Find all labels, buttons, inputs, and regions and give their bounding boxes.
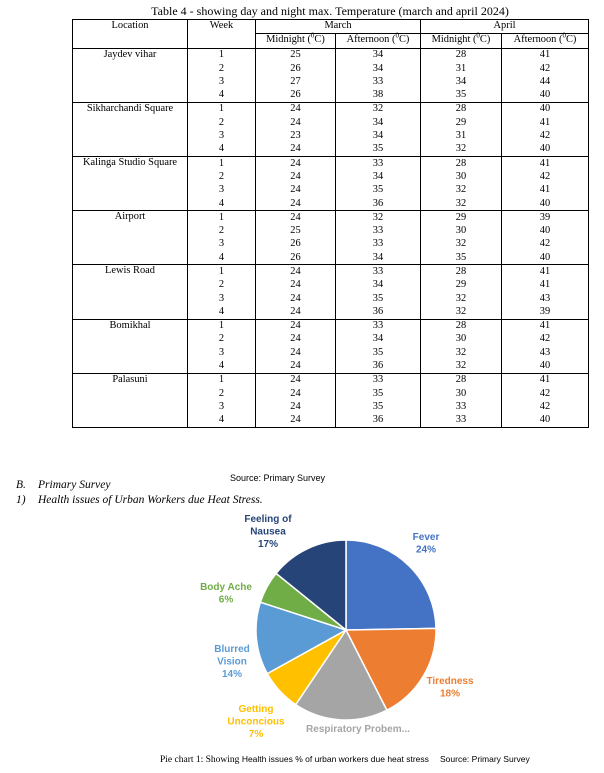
- pie-label: Blurred Vision 14%: [214, 644, 250, 680]
- april-afternoon-cell: 40: [502, 88, 589, 102]
- april-midnight-cell: 30: [421, 333, 502, 346]
- april-midnight-cell: 28: [421, 373, 502, 387]
- location-cell: Jaydev vihar: [73, 48, 188, 102]
- week-cell: 1: [188, 265, 256, 279]
- april-midnight-cell: 32: [421, 346, 502, 359]
- april-afternoon-cell: 40: [502, 197, 589, 211]
- header-location: Location: [73, 20, 188, 49]
- table-row: [73, 156, 589, 170]
- pie-label: Tiredness 18%: [426, 676, 474, 700]
- march-midnight-cell: 24: [256, 414, 336, 428]
- march-midnight-cell: 27: [256, 75, 336, 88]
- header-march-afternoon: Afternoon ($^0$C): [336, 34, 421, 48]
- week-cell: 1: [188, 373, 256, 387]
- april-midnight-cell: 35: [421, 88, 502, 102]
- april-midnight-cell: 34: [421, 75, 502, 88]
- march-afternoon-cell: 33: [336, 373, 421, 387]
- march-midnight-cell: 26: [256, 238, 336, 251]
- week-cell: 4: [188, 414, 256, 428]
- april-afternoon-cell: 39: [502, 211, 589, 225]
- health-issues-pie-chart: [150, 506, 474, 746]
- march-midnight-cell: 24: [256, 346, 336, 359]
- week-cell: 2: [188, 387, 256, 400]
- april-afternoon-cell: 41: [502, 373, 589, 387]
- april-afternoon-cell: 41: [502, 319, 589, 333]
- table-row: [73, 211, 589, 225]
- week-cell: 4: [188, 88, 256, 102]
- march-midnight-cell: 24: [256, 184, 336, 197]
- april-afternoon-cell: 42: [502, 400, 589, 413]
- subsection-heading: Health issues of Urban Workers due Heat Stress.: [38, 494, 263, 506]
- april-midnight-cell: 29: [421, 279, 502, 292]
- march-midnight-cell: 25: [256, 224, 336, 237]
- april-afternoon-cell: 40: [502, 414, 589, 428]
- march-afternoon-cell: 33: [336, 238, 421, 251]
- pie-caption: Pie chart 1: Showing Health issues % of urban workers due heat stress: [160, 754, 429, 765]
- march-afternoon-cell: 33: [336, 224, 421, 237]
- march-midnight-cell: 24: [256, 170, 336, 183]
- march-afternoon-cell: 35: [336, 387, 421, 400]
- march-midnight-cell: 24: [256, 156, 336, 170]
- march-afternoon-cell: 36: [336, 414, 421, 428]
- march-midnight-cell: 25: [256, 48, 336, 62]
- april-midnight-cell: 33: [421, 400, 502, 413]
- location-cell: Kalinga Studio Square: [73, 156, 188, 210]
- week-cell: 1: [188, 319, 256, 333]
- week-cell: 2: [188, 279, 256, 292]
- march-afternoon-cell: 34: [336, 170, 421, 183]
- week-cell: 2: [188, 170, 256, 183]
- week-cell: 1: [188, 211, 256, 225]
- week-cell: 3: [188, 184, 256, 197]
- april-midnight-cell: 28: [421, 156, 502, 170]
- location-cell: Lewis Road: [73, 265, 188, 319]
- march-afternoon-cell: 35: [336, 184, 421, 197]
- table-row: [73, 48, 589, 62]
- march-afternoon-cell: 34: [336, 129, 421, 142]
- april-afternoon-cell: 43: [502, 346, 589, 359]
- april-afternoon-cell: 41: [502, 116, 589, 129]
- april-midnight-cell: 30: [421, 387, 502, 400]
- table-row: [73, 373, 589, 387]
- march-afternoon-cell: 35: [336, 143, 421, 157]
- week-cell: 3: [188, 292, 256, 305]
- march-afternoon-cell: 36: [336, 305, 421, 319]
- april-midnight-cell: 32: [421, 292, 502, 305]
- march-afternoon-cell: 33: [336, 265, 421, 279]
- april-midnight-cell: 32: [421, 238, 502, 251]
- march-midnight-cell: 26: [256, 251, 336, 265]
- march-midnight-cell: 24: [256, 400, 336, 413]
- march-afternoon-cell: 36: [336, 197, 421, 211]
- april-afternoon-cell: 41: [502, 184, 589, 197]
- week-cell: 4: [188, 143, 256, 157]
- march-afternoon-cell: 34: [336, 279, 421, 292]
- march-afternoon-cell: 35: [336, 292, 421, 305]
- march-afternoon-cell: 34: [336, 333, 421, 346]
- week-cell: 3: [188, 238, 256, 251]
- pie-label: Getting Unconcious 7%: [227, 704, 285, 740]
- march-afternoon-cell: 32: [336, 211, 421, 225]
- march-afternoon-cell: 33: [336, 75, 421, 88]
- april-afternoon-cell: 41: [502, 265, 589, 279]
- april-midnight-cell: 28: [421, 102, 502, 116]
- april-afternoon-cell: 44: [502, 75, 589, 88]
- march-afternoon-cell: 36: [336, 359, 421, 373]
- april-midnight-cell: 29: [421, 116, 502, 129]
- march-midnight-cell: 26: [256, 88, 336, 102]
- april-afternoon-cell: 42: [502, 170, 589, 183]
- april-midnight-cell: 33: [421, 414, 502, 428]
- march-afternoon-cell: 38: [336, 88, 421, 102]
- april-midnight-cell: 32: [421, 305, 502, 319]
- week-cell: 2: [188, 333, 256, 346]
- march-midnight-cell: 24: [256, 279, 336, 292]
- march-midnight-cell: 24: [256, 373, 336, 387]
- temperature-table: [72, 19, 589, 428]
- march-midnight-cell: 24: [256, 319, 336, 333]
- march-afternoon-cell: 35: [336, 400, 421, 413]
- march-midnight-cell: 24: [256, 333, 336, 346]
- march-afternoon-cell: 34: [336, 116, 421, 129]
- pie-label: Feeling of Nausea 17%: [244, 514, 292, 550]
- april-midnight-cell: 32: [421, 197, 502, 211]
- april-afternoon-cell: 41: [502, 156, 589, 170]
- april-midnight-cell: 31: [421, 129, 502, 142]
- march-afternoon-cell: 33: [336, 319, 421, 333]
- week-cell: 3: [188, 346, 256, 359]
- march-midnight-cell: 24: [256, 305, 336, 319]
- april-afternoon-cell: 42: [502, 333, 589, 346]
- april-midnight-cell: 31: [421, 62, 502, 75]
- header-week: Week: [188, 20, 256, 49]
- april-midnight-cell: 32: [421, 359, 502, 373]
- march-midnight-cell: 26: [256, 62, 336, 75]
- week-cell: 3: [188, 129, 256, 142]
- pie-label: Fever 24%: [412, 532, 440, 556]
- march-midnight-cell: 24: [256, 211, 336, 225]
- april-midnight-cell: 28: [421, 319, 502, 333]
- week-cell: 2: [188, 62, 256, 75]
- location-cell: Bomikhal: [73, 319, 188, 373]
- week-cell: 4: [188, 251, 256, 265]
- table-row: [73, 265, 589, 279]
- march-midnight-cell: 24: [256, 292, 336, 305]
- section-heading: Primary Survey: [38, 479, 111, 491]
- march-midnight-cell: 24: [256, 387, 336, 400]
- week-cell: 1: [188, 156, 256, 170]
- april-midnight-cell: 35: [421, 251, 502, 265]
- march-afternoon-cell: 34: [336, 251, 421, 265]
- subsection-number: 1): [16, 494, 26, 506]
- march-afternoon-cell: 34: [336, 62, 421, 75]
- header-march: March: [256, 20, 421, 34]
- april-afternoon-cell: 42: [502, 238, 589, 251]
- table-row: [73, 319, 589, 333]
- april-midnight-cell: 30: [421, 224, 502, 237]
- april-midnight-cell: 28: [421, 48, 502, 62]
- april-afternoon-cell: 42: [502, 387, 589, 400]
- march-afternoon-cell: 33: [336, 156, 421, 170]
- april-midnight-cell: 32: [421, 143, 502, 157]
- week-cell: 1: [188, 48, 256, 62]
- april-afternoon-cell: 40: [502, 251, 589, 265]
- april-midnight-cell: 28: [421, 265, 502, 279]
- header-april: April: [421, 20, 589, 34]
- april-afternoon-cell: 40: [502, 359, 589, 373]
- march-afternoon-cell: 34: [336, 48, 421, 62]
- week-cell: 4: [188, 359, 256, 373]
- week-cell: 4: [188, 197, 256, 211]
- march-midnight-cell: 24: [256, 265, 336, 279]
- march-midnight-cell: 24: [256, 359, 336, 373]
- march-midnight-cell: 24: [256, 143, 336, 157]
- march-midnight-cell: 23: [256, 129, 336, 142]
- april-afternoon-cell: 40: [502, 224, 589, 237]
- march-midnight-cell: 24: [256, 197, 336, 211]
- location-cell: Palasuni: [73, 373, 188, 427]
- table-body: [73, 48, 589, 427]
- april-afternoon-cell: 41: [502, 48, 589, 62]
- week-cell: 2: [188, 116, 256, 129]
- location-cell: Airport: [73, 211, 188, 265]
- table-source: Source: Primary Survey: [230, 473, 326, 483]
- april-afternoon-cell: 40: [502, 143, 589, 157]
- week-cell: 4: [188, 305, 256, 319]
- pie-label: Body Ache 6%: [200, 582, 252, 606]
- week-cell: 3: [188, 75, 256, 88]
- header-april-afternoon: Afternoon ($^0$C): [502, 34, 589, 48]
- pie-source: Source: Primary Survey: [440, 754, 530, 764]
- april-afternoon-cell: 40: [502, 102, 589, 116]
- april-afternoon-cell: 41: [502, 279, 589, 292]
- location-cell: Sikharchandi Square: [73, 102, 188, 156]
- table-row: [73, 102, 589, 116]
- april-afternoon-cell: 42: [502, 129, 589, 142]
- header-april-midnight: Midnight ($^0$C): [421, 34, 502, 48]
- march-afternoon-cell: 32: [336, 102, 421, 116]
- april-afternoon-cell: 42: [502, 62, 589, 75]
- april-midnight-cell: 32: [421, 184, 502, 197]
- week-cell: 1: [188, 102, 256, 116]
- pie-label: Respiratory Probem...: [306, 724, 410, 735]
- week-cell: 2: [188, 224, 256, 237]
- april-afternoon-cell: 39: [502, 305, 589, 319]
- april-midnight-cell: 29: [421, 211, 502, 225]
- april-midnight-cell: 30: [421, 170, 502, 183]
- march-midnight-cell: 24: [256, 116, 336, 129]
- april-afternoon-cell: 43: [502, 292, 589, 305]
- table-caption: Table 4 - showing day and night max. Temperature (march and april 2024): [151, 4, 509, 18]
- week-cell: 3: [188, 400, 256, 413]
- march-midnight-cell: 24: [256, 102, 336, 116]
- section-letter: B.: [16, 479, 26, 491]
- header-march-midnight: Midnight ($^0$C): [256, 34, 336, 48]
- march-afternoon-cell: 35: [336, 346, 421, 359]
